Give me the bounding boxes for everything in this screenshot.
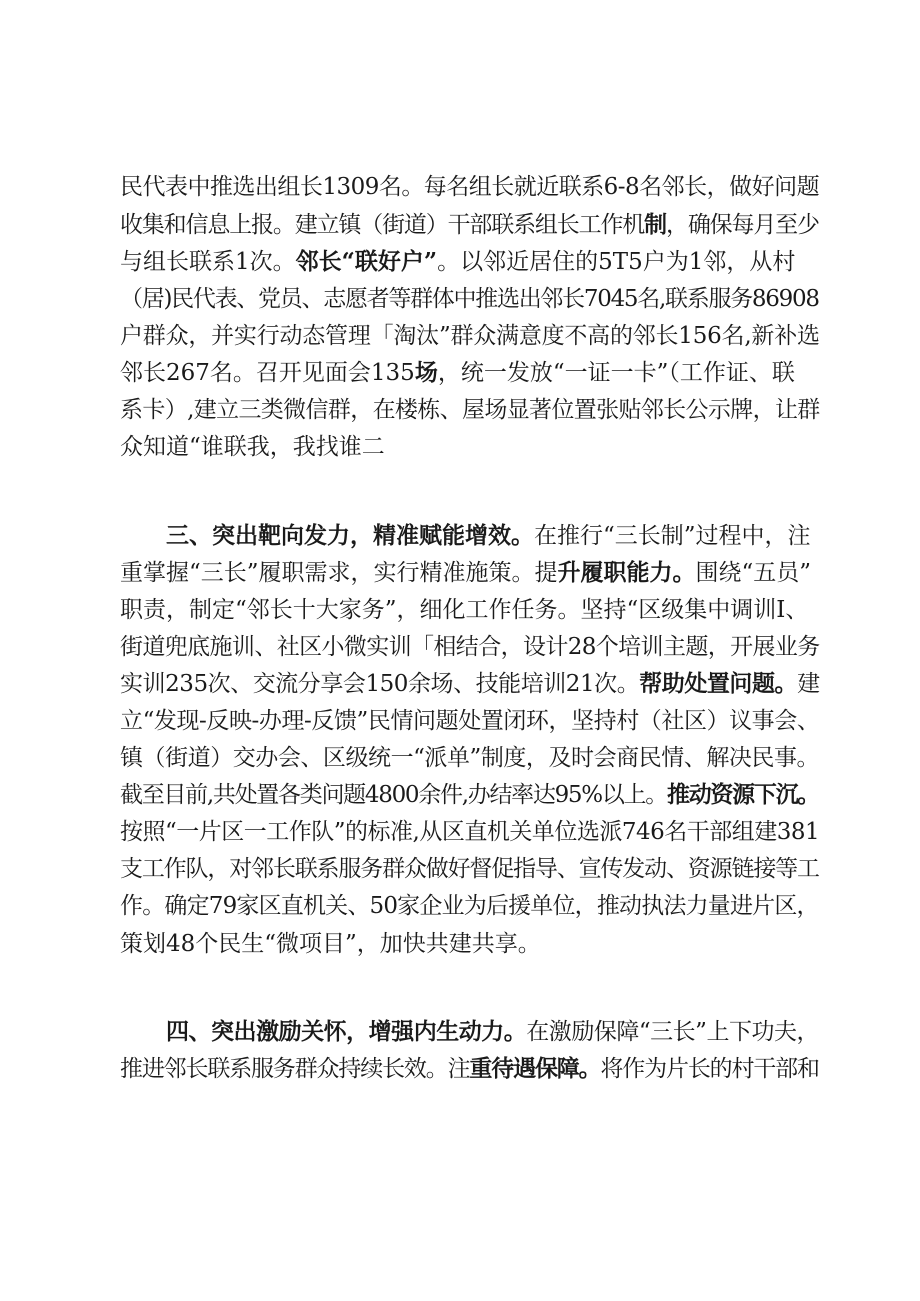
text-line <box>166 1017 820 1047</box>
text-run: ，统一发放“一证一卡”（工作证、联 <box>437 360 795 386</box>
text-run: 建 <box>797 671 820 697</box>
text-line <box>120 891 820 921</box>
bold-text-run: 升履职能力。 <box>557 559 696 586</box>
text-line <box>120 780 820 810</box>
bold-text-run: 重待遇保障。 <box>469 1055 601 1082</box>
bold-text-run: 推动资源下沉。 <box>667 781 820 808</box>
text-run: 实训235次、交流分享会150余场、技能培训21次。 <box>120 671 640 697</box>
text-line <box>120 1054 820 1084</box>
text-run: 系卡）,建立三类微信群，在楼栋、屋场显著位置张贴邻长公示牌，让群 <box>120 397 820 423</box>
text-line <box>120 632 820 662</box>
text-run: 按照“一片区一工作队”的标准,从区直机关单位选派746名干部组建381 <box>120 819 820 845</box>
text-run: 截至目前,共处置各类问题4800余件,办结率达95%以上。 <box>120 782 667 808</box>
text-run: 立“发现-反映-办理-反馈”民情问题处置闭环，坚持村（社区）议事会、 <box>120 708 820 734</box>
text-run: 职责，制定“邻长十大家务”，细化工作任务。坚持“区级集中调训I、 <box>120 597 809 623</box>
text-line <box>120 432 820 462</box>
text-run: 收集和信息上报。建立镇（街道）干部联系组长工作机 <box>120 212 645 238</box>
bold-text-run: 三、突出靶向发力，精准赋能增效。 <box>166 522 534 549</box>
text-line <box>120 172 820 202</box>
text-run: 邻长267名。召开见面会135 <box>120 360 415 386</box>
text-line <box>166 521 820 551</box>
bold-text-run: 场 <box>414 359 438 386</box>
text-run: 在推行“三长制”过程中，注 <box>534 523 811 549</box>
text-run: 与组长联系1次。 <box>120 249 296 275</box>
text-line <box>120 595 820 625</box>
text-line <box>120 817 820 847</box>
text-run: 。以邻近居住的5T5户为1邻，从村 <box>437 249 796 275</box>
text-run: 镇（街道）交办会、区级统一“派单”制度，及时会商民情、解决民事。 <box>120 745 820 771</box>
text-line <box>120 321 820 351</box>
bold-text-run: 帮助处置问题。 <box>639 670 798 697</box>
text-run: 众知道“谁联我，我找谁二 <box>120 434 385 460</box>
text-run: 围绕“五员” <box>695 560 812 586</box>
text-run: ，确保每月至少 <box>665 212 819 238</box>
text-line <box>120 247 820 277</box>
text-run: 支工作队，对邻长联系服务群众做好督促指导、宣传发动、资源链接等工 <box>120 856 819 882</box>
text-run: 作。确定79家区直机关、50家企业为后援单位，推动执法力量进片区， <box>120 893 819 919</box>
text-run: 民代表中推选出组长1309名。每名组长就近联系6-8名邻长，做好问题 <box>120 174 820 200</box>
text-run: 策划48个民生“微项目”，加快共建共享。 <box>120 931 541 957</box>
text-line <box>120 284 820 314</box>
text-run: 街道兜底施训、社区小微实训「相结合，设计28个培训主题，开展业务 <box>120 634 820 660</box>
text-line <box>120 358 820 388</box>
text-line <box>120 929 820 959</box>
text-line <box>120 210 820 240</box>
text-run: 在激励保障“三长”上下功夫， <box>526 1019 820 1045</box>
text-run: （居)民代表、党员、志愿者等群体中推选出邻长7045名,联系服务86908 <box>120 286 819 312</box>
text-run: 推进邻长联系服务群众持续长效。注 <box>120 1056 470 1082</box>
text-run: 户群众，并实行动态管理「淘汰”群众满意度不高的邻长156名,新补选 <box>120 323 820 349</box>
text-line <box>120 395 820 425</box>
bold-text-run: 四、突出激励关怀，增强内生动力。 <box>166 1018 527 1045</box>
bold-text-run: 制 <box>644 211 666 238</box>
text-run: 将作为片长的村干部和 <box>600 1056 819 1082</box>
text-line <box>120 706 820 736</box>
text-line <box>120 558 820 588</box>
text-line <box>120 854 820 884</box>
bold-text-run: 邻长“联好户” <box>295 248 438 275</box>
text-run: 重掌握“三长”履职需求，实行精准施策。提 <box>120 560 558 586</box>
text-line <box>120 669 820 699</box>
text-line <box>120 743 820 773</box>
